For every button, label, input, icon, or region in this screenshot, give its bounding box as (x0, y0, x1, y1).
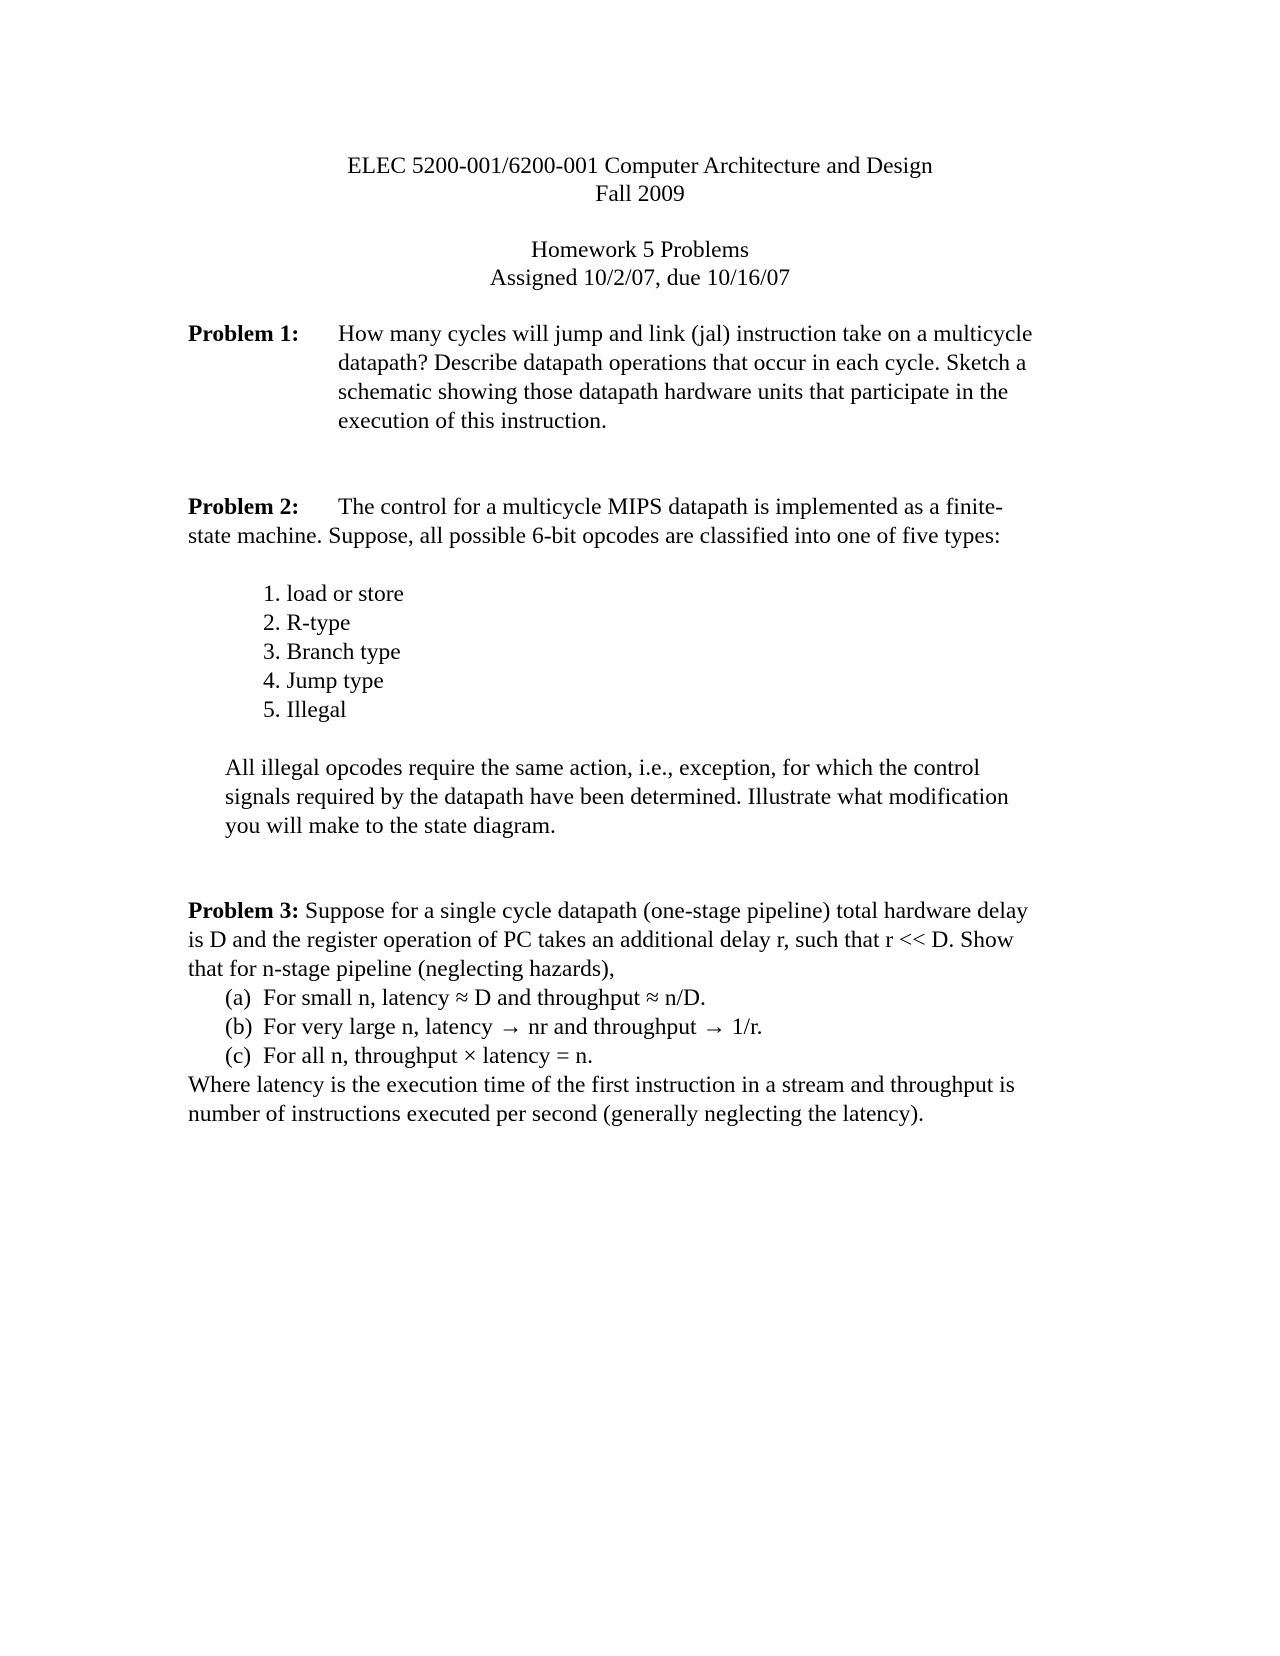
problem3-part-marker: (c) (225, 1043, 252, 1069)
problem1-label: Problem 1: (188, 321, 300, 347)
assigned-dates: Assigned 10/2/07, due 10/16/07 (489, 265, 791, 291)
problem3-closing-line: number of instructions executed per second (generally neglecting the latency). (188, 1101, 925, 1127)
problem3-label: Problem 3: (188, 898, 300, 924)
opcode-type-item: 2. R-type (263, 610, 351, 636)
problem2-first-line: The control for a multicycle MIPS datapath is implemented as a finite- (338, 494, 1003, 520)
problem2-note-line: signals required by the datapath have been determined. Illustrate what modification (225, 784, 1009, 810)
opcode-type-item: 3. Branch type (263, 639, 401, 665)
course-title: ELEC 5200-001/6200-001 Computer Architecture and Design (347, 153, 933, 179)
problem1-line: schematic showing those datapath hardware units that participate in the (338, 379, 1009, 405)
problem1-line: execution of this instruction. (338, 408, 607, 434)
problem3-part-marker: (a) (225, 985, 252, 1011)
homework-title: Homework 5 Problems (530, 237, 749, 263)
problem2-second-line: state machine. Suppose, all possible 6-bit opcodes are classified into one of five types: (188, 523, 1001, 549)
problem3-first-row (188, 897, 1028, 926)
problem3-part-text: For small n, latency ≈ D and throughput ≈ n/D. (263, 985, 706, 1011)
problem3-part-text: For all n, throughput × latency = n. (263, 1043, 593, 1069)
opcode-type-item: 4. Jump type (263, 668, 384, 694)
problem1-line: datapath? Describe datapath operations that occur in each cycle. Sketch a (338, 350, 1027, 376)
problem3-first-line: Suppose for a single cycle datapath (one-stage pipeline) total hardware delay (305, 898, 1029, 924)
opcode-type-item: 1. load or store (263, 581, 404, 607)
problem3-line: that for n-stage pipeline (neglecting hazards), (188, 956, 615, 982)
problem3-closing-line: Where latency is the execution time of the first instruction in a stream and throughput is (188, 1072, 1015, 1098)
problem2-note-line: you will make to the state diagram. (225, 813, 556, 839)
problem2-label: Problem 2: (188, 494, 300, 520)
term: Fall 2009 (595, 181, 685, 207)
problem2-note-line: All illegal opcodes require the same action, i.e., exception, for which the control (225, 755, 981, 781)
problem1-line: How many cycles will jump and link (jal) instruction take on a multicycle (338, 321, 1033, 347)
problem3-part-text: For very large n, latency → nr and throughput → 1/r. (263, 1014, 763, 1040)
problem3-line: is D and the register operation of PC takes an additional delay r, such that r << D. Show (188, 927, 1014, 953)
opcode-type-item: 5. Illegal (263, 697, 347, 723)
problem3-part-marker: (b) (225, 1014, 253, 1040)
